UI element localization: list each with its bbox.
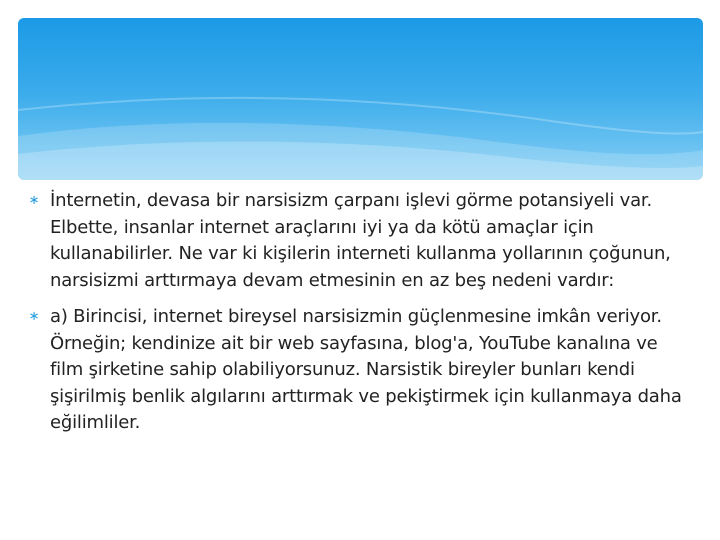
wave-decoration — [18, 18, 703, 180]
header-banner — [18, 18, 703, 180]
bullet-text: a) Birincisi, internet bireysel narsisizmin güçlenmesine imkân veriyor. Örneğin; kendinize ait bir web sayfasına, blog'a, YouTube kanalına ve film şirketine sahip olabiliyorsunuz. Narsistik bireyler bunları kendi şişirilmiş benlik algılarını arttırmak ve pekiştirmek için kullanmaya daha eğilimliler. — [50, 306, 682, 433]
asterisk-icon: ∗ — [28, 193, 40, 208]
bullet-list — [26, 188, 696, 447]
bullet-text: İnternetin, devasa bir narsisizm çarpanı işlevi görme potansiyeli var. Elbette, insanlar internet araçlarını iyi ya da kötü amaçlar için kullanabilirler. Ne var ki kişilerin interneti kullanma yollarının çoğunun, narsisizmi arttırmaya devam etmesinin en az beş nedeni vardır: — [50, 190, 671, 291]
bullet-item — [26, 304, 696, 437]
asterisk-icon: ∗ — [28, 309, 40, 324]
bullet-item — [26, 188, 696, 294]
